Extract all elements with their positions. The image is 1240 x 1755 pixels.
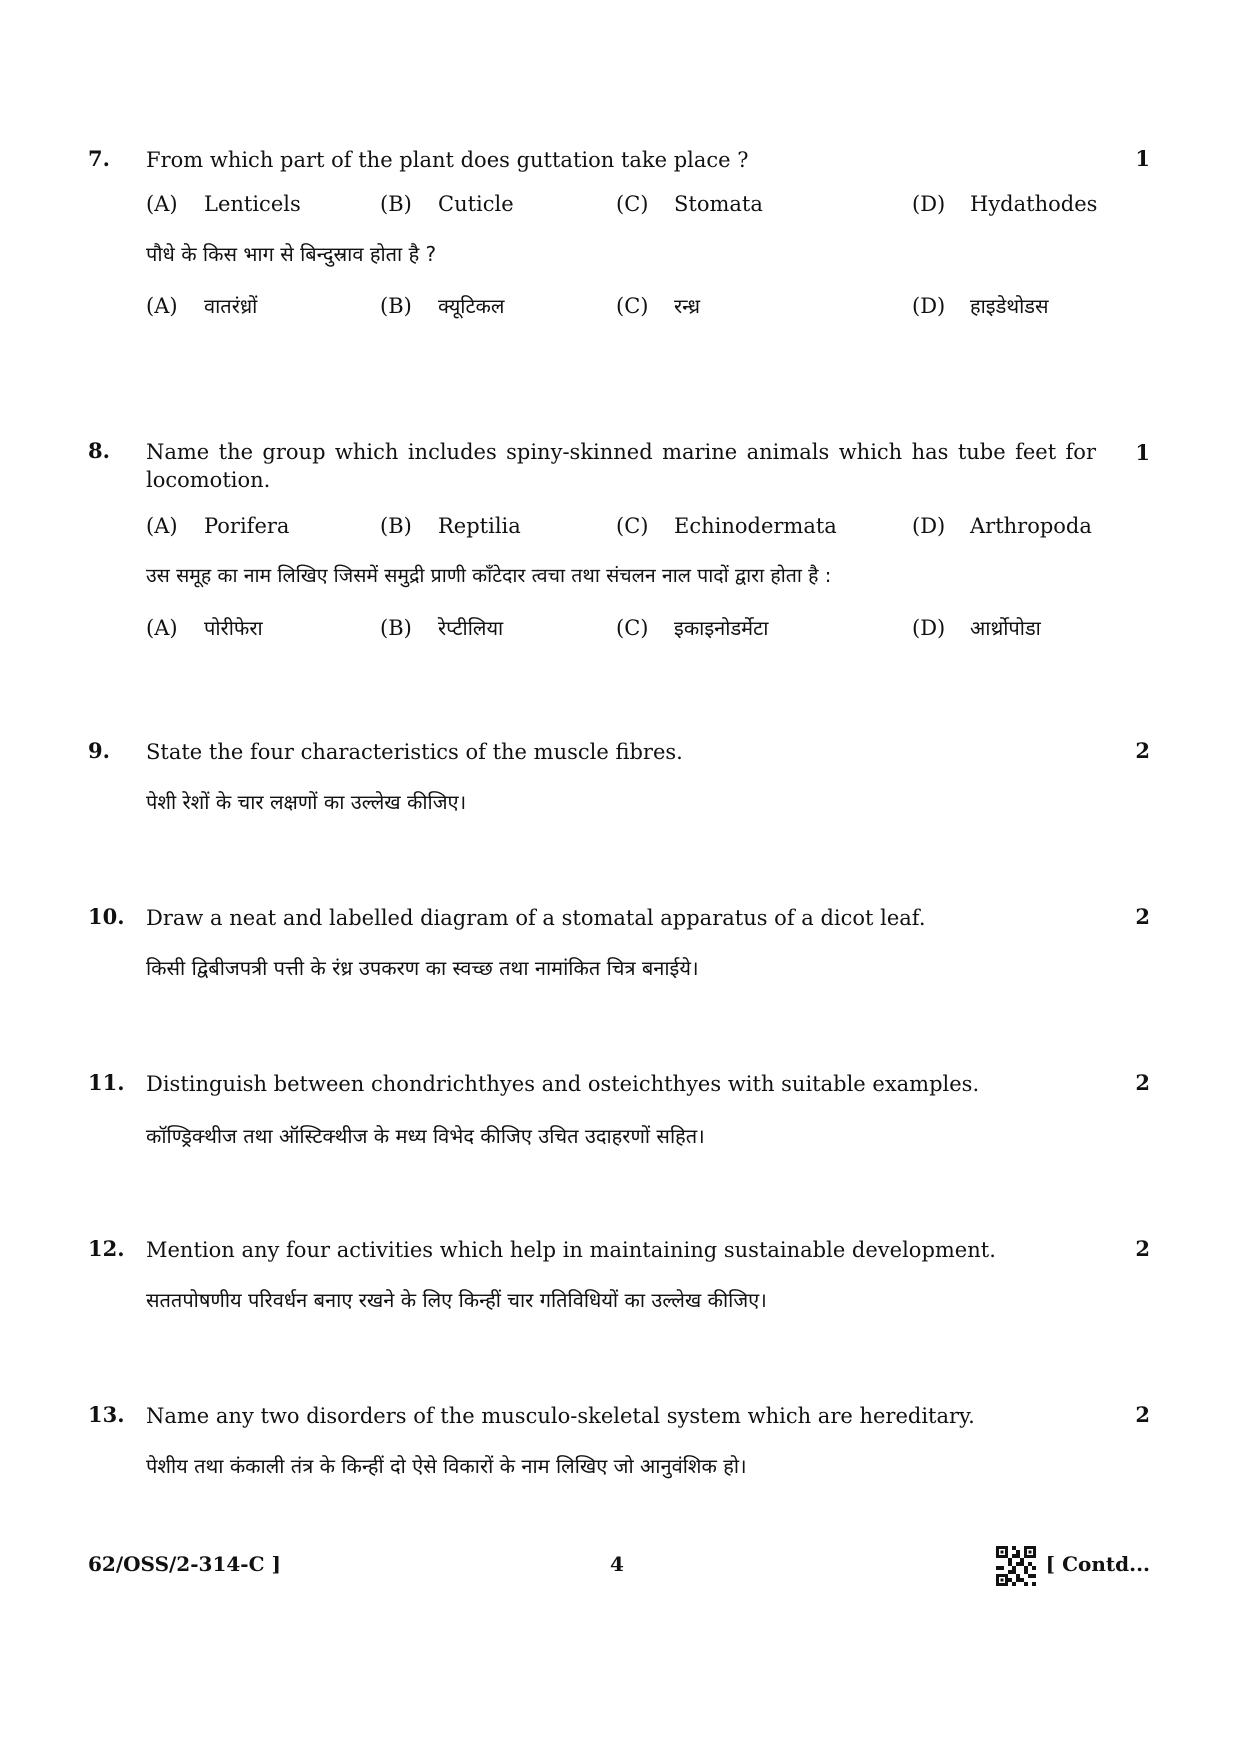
question-7	[88, 146, 1150, 326]
question-number: 10.	[88, 904, 125, 929]
option-a: (A) Lenticels	[146, 192, 301, 216]
qr-code-icon	[996, 1546, 1036, 1586]
question-marks: 2	[1135, 904, 1150, 929]
option-d: (D) Hydathodes	[912, 192, 1098, 216]
question-text-hindi: पौधे के किस भाग से बिन्दुस्राव होता है ?	[146, 242, 437, 266]
continued-label: [ Contd...	[1045, 1552, 1150, 1576]
option-d: (D) Arthropoda	[912, 514, 1092, 538]
question-number: 12.	[88, 1236, 125, 1261]
question-10	[88, 904, 1150, 984]
question-marks: 1	[1135, 440, 1150, 465]
options-english	[146, 514, 1150, 544]
option-a-hindi: (A) वातरंध्रों	[146, 294, 258, 318]
question-text: Distinguish between chondrichthyes and osteichthyes with suitable examples.	[146, 1072, 980, 1096]
option-c: (C) Echinodermata	[616, 514, 837, 538]
question-text-hindi: पेशीय तथा कंकाली तंत्र के किन्हीं दो ऐसे विकारों के नाम लिखिए जो आनुवंशिक हो।	[146, 1454, 747, 1478]
page-number: 4	[610, 1552, 624, 1576]
question-text-hindi: पेशी रेशों के चार लक्षणों का उल्लेख कीजिए।	[146, 790, 467, 814]
option-a-hindi: (A) पोरीफेरा	[146, 616, 263, 640]
question-number: 7.	[88, 146, 110, 171]
option-c-hindi: (C) इकाइनोडर्मेटा	[616, 616, 769, 640]
question-number: 11.	[88, 1070, 125, 1095]
question-13	[88, 1402, 1150, 1482]
option-b: (B) Reptilia	[380, 514, 521, 538]
question-marks: 2	[1135, 738, 1150, 763]
options-hindi	[146, 614, 1150, 644]
question-12	[88, 1236, 1150, 1316]
question-text: Name the group which includes spiny-skinned marine animals which has tube feet for locomotion.	[146, 440, 1096, 492]
option-d-hindi: (D) आर्थ्रोपोडा	[912, 616, 1041, 640]
question-11	[88, 1070, 1150, 1150]
question-text: From which part of the plant does guttation take place ?	[146, 148, 749, 172]
option-b-hindi: (B) रेप्टीलिया	[380, 616, 504, 640]
question-text: Draw a neat and labelled diagram of a stomatal apparatus of a dicot leaf.	[146, 906, 926, 930]
option-c-hindi: (C) रन्ध्र	[616, 294, 701, 318]
question-number: 9.	[88, 738, 110, 763]
question-number: 8.	[88, 438, 110, 463]
question-marks: 2	[1135, 1402, 1150, 1427]
question-marks: 2	[1135, 1236, 1150, 1261]
option-b-hindi: (B) क्यूटिकल	[380, 294, 505, 318]
question-text-hindi: उस समूह का नाम लिखिए जिसमें समुद्री प्राणी काँटेदार त्वचा तथा संचलन नाल पादों द्वारा होता है :	[146, 564, 832, 587]
question-text-hindi: किसी द्विबीजपत्री पत्ती के रंध्र उपकरण का स्वच्छ तथा नामांकित चित्र बनाईये।	[146, 956, 699, 980]
question-marks: 1	[1135, 146, 1150, 171]
question-text: State the four characteristics of the muscle fibres.	[146, 740, 683, 764]
question-9	[88, 738, 1150, 818]
option-a: (A) Porifera	[146, 514, 290, 538]
option-c: (C) Stomata	[616, 192, 763, 216]
question-marks: 2	[1135, 1070, 1150, 1095]
question-text: Mention any four activities which help in maintaining sustainable development.	[146, 1238, 996, 1262]
option-d-hindi: (D) हाइडेथोडस	[912, 294, 1049, 318]
question-text-hindi: सततपोषणीय परिवर्धन बनाए रखने के लिए किन्हीं चार गतिविधियों का उल्लेख कीजिए।	[146, 1288, 767, 1312]
question-8	[88, 438, 1150, 658]
question-text-hindi: कॉण्ड्रिक्थीज तथा ऑस्टिक्थीज के मध्य विभेद कीजिए उचित उदाहरणों सहित।	[146, 1124, 705, 1148]
options-hindi	[146, 292, 1150, 322]
question-text: Name any two disorders of the musculo-skeletal system which are hereditary.	[146, 1404, 975, 1428]
option-b: (B) Cuticle	[380, 192, 514, 216]
page-footer	[88, 1546, 1150, 1586]
paper-code: 62/OSS/2-314-C ]	[88, 1552, 281, 1576]
options-english	[146, 192, 1150, 222]
question-number: 13.	[88, 1402, 125, 1427]
